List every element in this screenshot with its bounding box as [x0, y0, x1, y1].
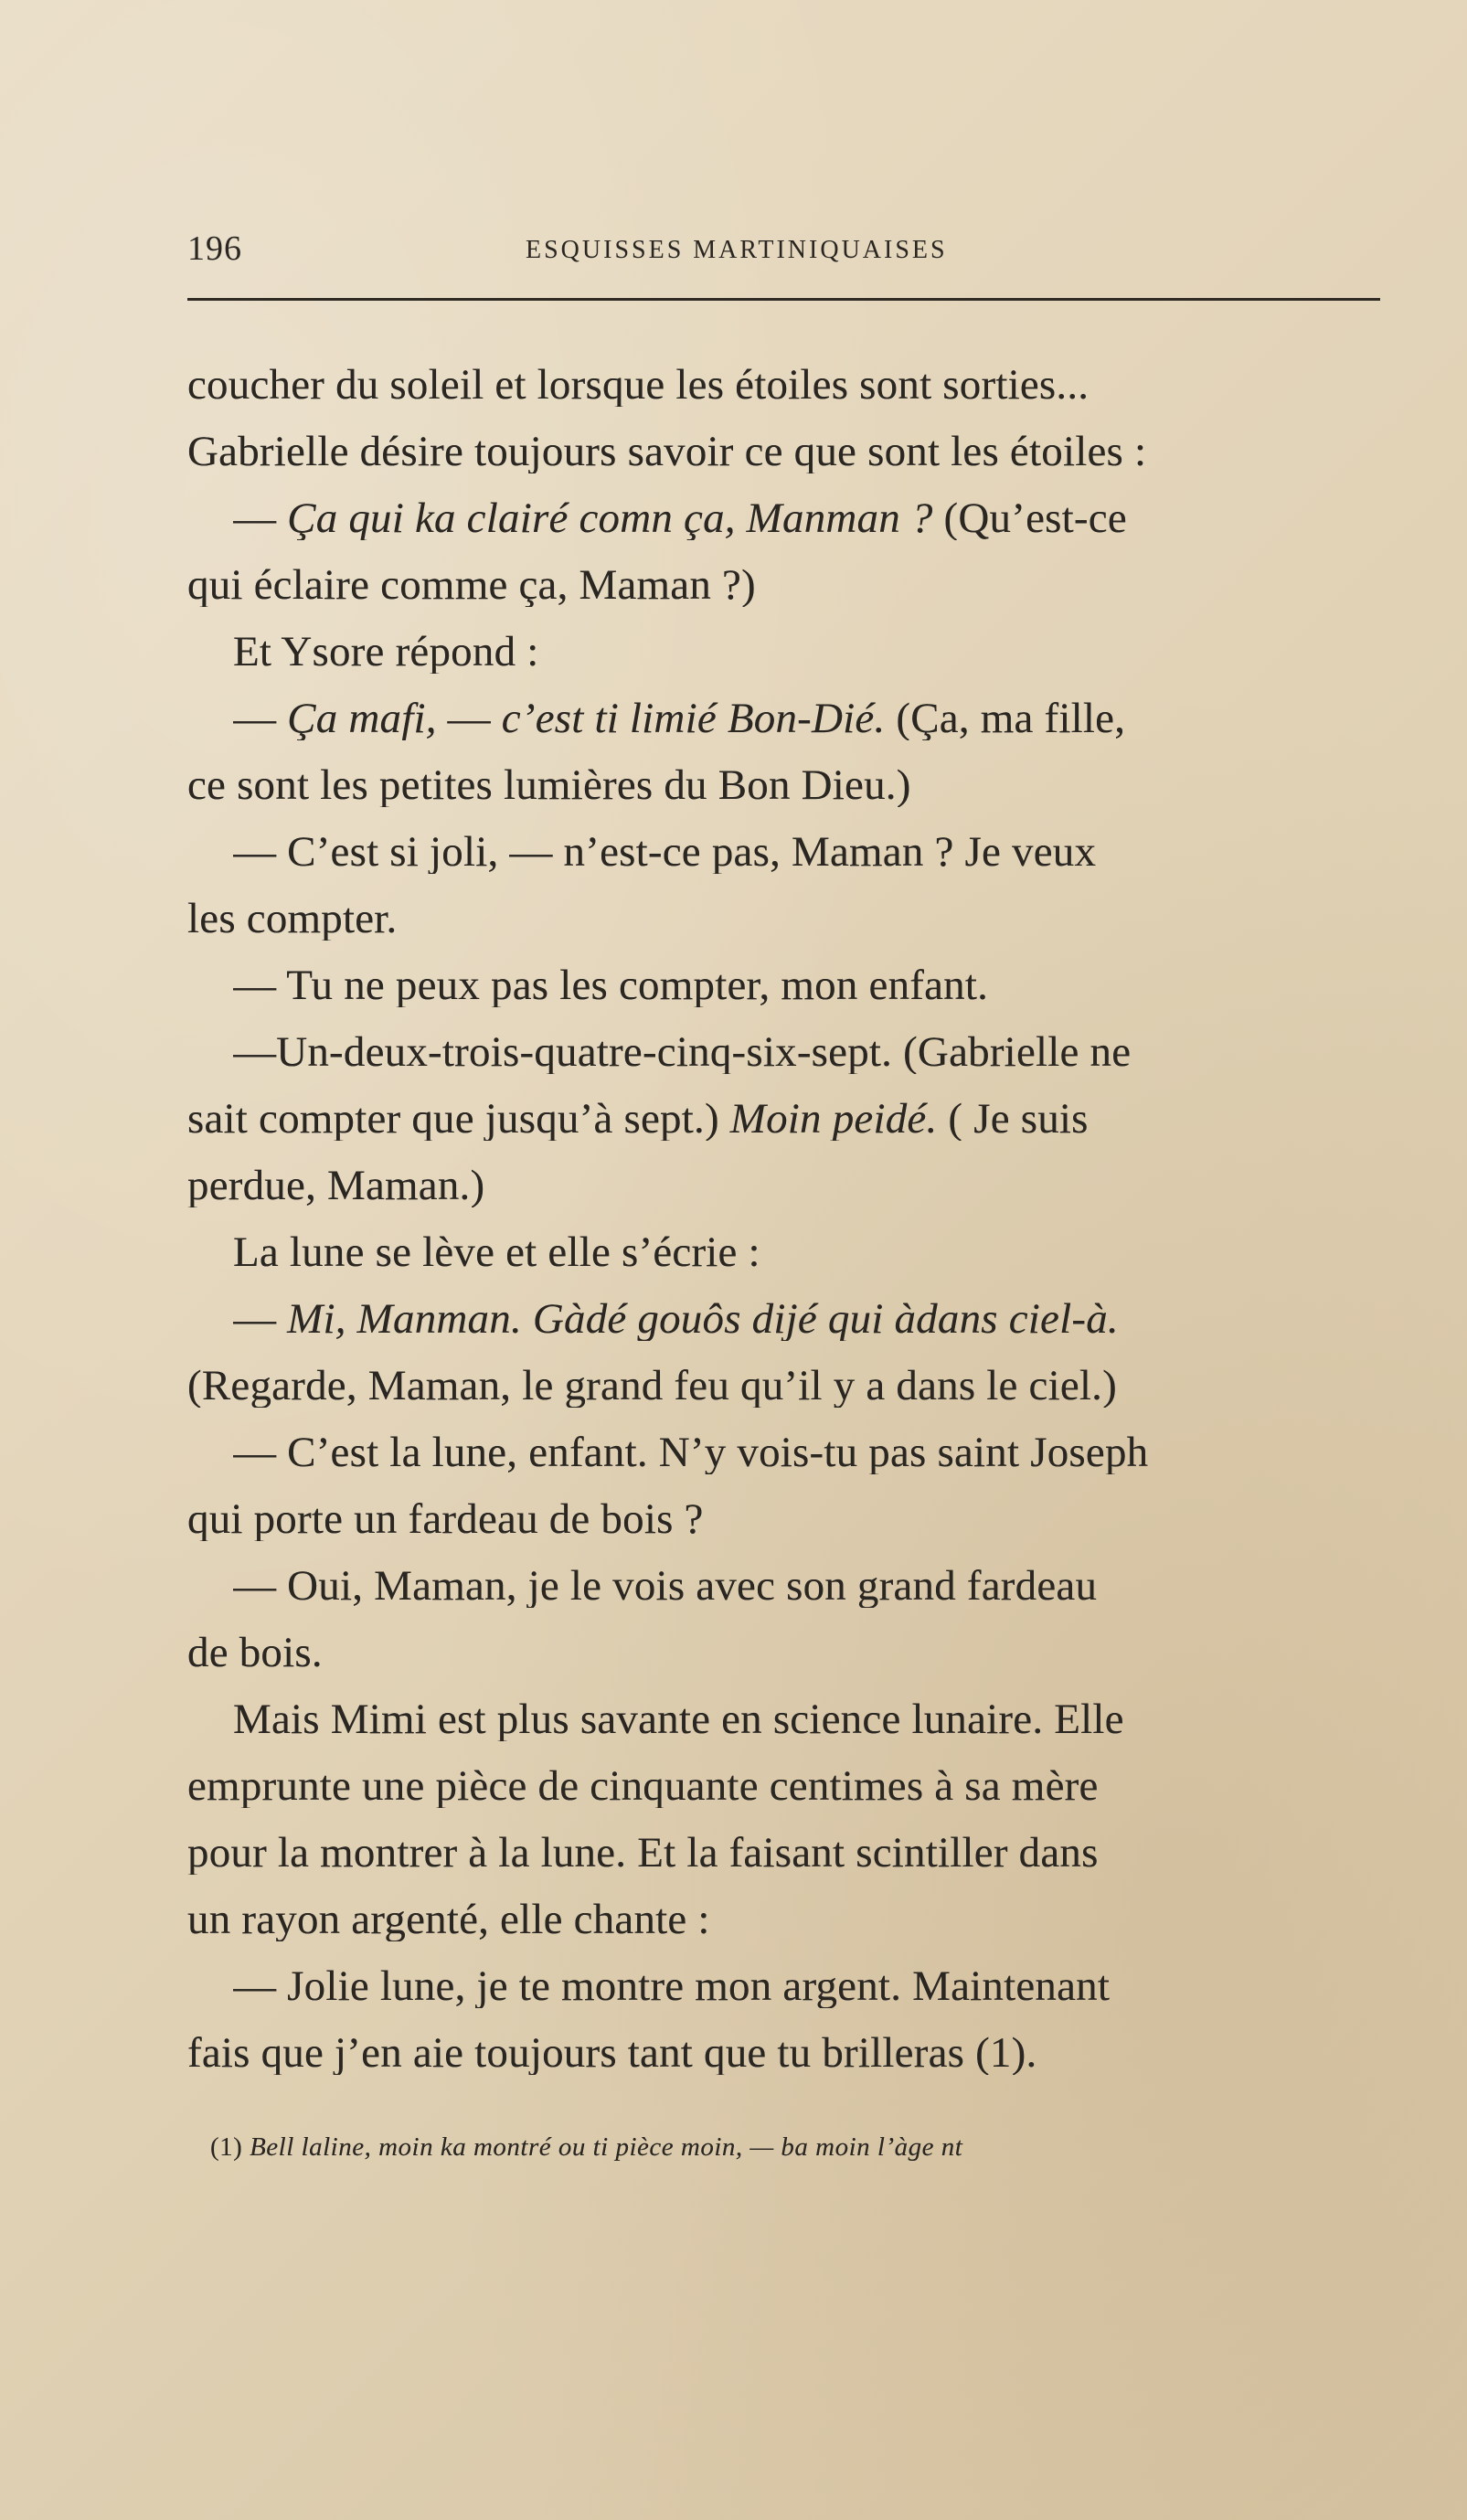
- text-run: Gabrielle désire toujours savoir ce que sont les étoiles :: [187, 431, 1147, 473]
- text-line-25: [233, 1965, 1394, 2008]
- text-run: perdue, Maman.): [187, 1164, 485, 1207]
- creole-phrase: Ça qui ka clairé comn ça, Manman ?: [287, 497, 933, 540]
- text-line-14: [233, 1231, 1394, 1274]
- text-line-24: [187, 1898, 1394, 1941]
- text-line-07: [187, 764, 1394, 807]
- text-line-22: [187, 1765, 1394, 1808]
- text-line-02: [187, 431, 1394, 473]
- text-line-01: [187, 364, 1394, 407]
- text-line-04: [187, 564, 1394, 607]
- running-title: ESQUISSES MARTINIQUAISES: [526, 236, 948, 264]
- creole-phrase: Mi, Manman. Gàdé gouôs dijé qui àdans ciel-à.: [287, 1298, 1119, 1341]
- text-run: — C’est si joli, — n’est-ce pas, Maman ? Je veux: [233, 831, 1097, 874]
- text-run: (Regarde, Maman, le grand feu qu’il y a dans le ciel.): [187, 1365, 1117, 1408]
- text-run: Et Ysore répond :: [233, 631, 539, 674]
- footnote: [210, 2134, 1389, 2161]
- text-run: pour la montrer à la lune. Et la faisant scintiller dans: [187, 1832, 1099, 1875]
- text-run: un rayon argenté, elle chante :: [187, 1898, 710, 1941]
- creole-phrase: Moin peidé.: [729, 1098, 938, 1141]
- text-run: qui éclaire comme ça, Maman ?): [187, 564, 756, 607]
- text-line-11: [233, 1031, 1394, 1074]
- text-run: emprunte une pièce de cinquante centimes à sa mère: [187, 1765, 1099, 1808]
- text-line-21: [233, 1698, 1394, 1741]
- text-run: ce sont les petites lumières du Bon Dieu.): [187, 764, 911, 807]
- footnote-marker: (1): [210, 2134, 250, 2161]
- text-line-18: [187, 1498, 1394, 1541]
- creole-phrase: Ça mafi,: [287, 697, 437, 740]
- text-run: les compter.: [187, 898, 398, 941]
- text-run: — C’est la lune, enfant. N’y vois-tu pas saint Joseph: [233, 1431, 1149, 1474]
- text-run: (Qu’est-ce: [932, 497, 1127, 540]
- text-line-06: [233, 697, 1394, 740]
- text-run: sait compter que jusqu’à sept.): [187, 1098, 730, 1141]
- text-run: La lune se lève et elle s’écrie :: [233, 1231, 760, 1274]
- text-run: ( Je suis: [937, 1098, 1089, 1141]
- text-run: —: [436, 697, 502, 740]
- text-line-26: [187, 2032, 1394, 2075]
- text-line-08: [233, 831, 1394, 874]
- header-rule: [187, 298, 1380, 301]
- text-run: — Jolie lune, je te montre mon argent. Maintenant: [233, 1965, 1111, 2008]
- page-number: 196: [187, 229, 242, 268]
- text-run: coucher du soleil et lorsque les étoiles sont sorties...: [187, 364, 1090, 407]
- creole-phrase: c’est ti limié Bon-Dié.: [501, 697, 886, 740]
- text-run: —: [233, 497, 288, 540]
- text-line-20: [187, 1632, 1394, 1675]
- text-line-03: [233, 497, 1394, 540]
- text-line-16: [187, 1365, 1394, 1408]
- text-run: —: [233, 1298, 288, 1341]
- text-run: fais que j’en aie toujours tant que tu brilleras (1).: [187, 2032, 1037, 2075]
- text-run: — Oui, Maman, je le vois avec son grand fardeau: [233, 1565, 1098, 1608]
- page-header: [187, 229, 1380, 283]
- text-run: —: [233, 697, 288, 740]
- text-run: qui porte un fardeau de bois ?: [187, 1498, 704, 1541]
- text-line-23: [187, 1832, 1394, 1875]
- text-line-17: [233, 1431, 1394, 1474]
- text-line-10: [233, 964, 1394, 1007]
- text-line-09: [187, 898, 1394, 941]
- text-line-05: [233, 631, 1394, 674]
- text-run: de bois.: [187, 1632, 323, 1675]
- text-run: —Un-deux-trois-quatre-cinq-six-sept. (Gabrielle ne: [233, 1031, 1132, 1074]
- text-line-19: [233, 1565, 1394, 1608]
- text-line-15: [233, 1298, 1394, 1341]
- footnote-text: Bell laline, moin ka montré ou ti pièce moin, — ba moin l’àge nt: [250, 2134, 963, 2161]
- text-run: Mais Mimi est plus savante en science lunaire. Elle: [233, 1698, 1124, 1741]
- text-run: — Tu ne peux pas les compter, mon enfant.: [233, 964, 989, 1007]
- text-line-12: [187, 1098, 1394, 1141]
- text-line-13: [187, 1164, 1394, 1207]
- text-run: (Ça, ma fille,: [885, 697, 1126, 740]
